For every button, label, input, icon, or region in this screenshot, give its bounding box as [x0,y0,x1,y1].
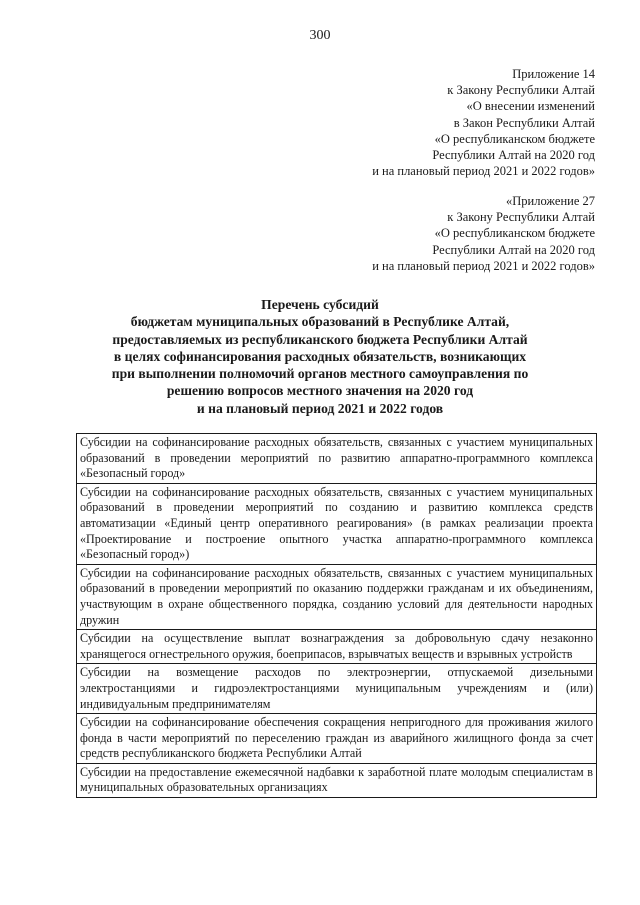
subsidy-cell: Субсидии на возмещение расходов по электроэнергии, отпускаемой дизельными электростанциями и гидроэлектростанциями муниципальным учреждениям и (или) индивидуальным предпринимателям [77,664,597,714]
document-title [60,296,580,417]
title-line: при выполнении полномочий органов местного самоуправления по [111,366,529,382]
appendix-current-line: Приложение 14 [512,67,595,81]
appendix-current-line: в Закон Республики Алтай [453,115,595,130]
appendix-original-line: к Закону Республики Алтай [447,210,595,225]
appendix-original-line: и на плановый период 2021 и 2022 годов» [372,258,595,273]
title-line: и на плановый период 2021 и 2022 годов [196,400,444,416]
subsidy-cell: Субсидии на предоставление ежемесячной надбавки к заработной плате молодым специалистам в муниципальных образовательных организациях [77,763,597,797]
appendix-current-line: к Закону Республики Алтай [447,83,595,98]
title-line: бюджетам муниципальных образований в Республике Алтай, [130,314,510,330]
appendix-original-line: «О республиканском бюджете [434,226,595,241]
page-number: 300 [309,28,331,43]
appendix-current-line: «О республиканском бюджете [434,131,595,146]
title-line: в целях софинансирования расходных обязательств, возникающих [113,348,527,364]
appendix-current-line: «О внесении изменений [466,99,595,114]
subsidy-cell: Субсидии на софинансирование расходных обязательств, связанных с участием муниципальных образований в проведении мероприятий по развитию аппаратно-программного комплекса «Безопасный город» [77,434,597,484]
appendix-original-block [372,193,595,274]
table-row [77,763,597,797]
subsidies-table [76,433,597,798]
table-row [77,483,597,564]
subsidy-cell: Субсидии на софинансирование обеспечения сокращения непригодного для проживания жилого фонда в части мероприятий по переселению граждан из аварийного жилищного фонда за счет средств республиканского бюджета Республики Алтай [77,714,597,764]
table-row [77,434,597,484]
table-row [77,564,597,629]
appendix-current-line: и на плановый период 2021 и 2022 годов» [372,164,595,179]
subsidy-cell: Субсидии на софинансирование расходных обязательств, связанных с участием муниципальных образований в проведении мероприятий по оказанию поддержки гражданам и их объединениям, участвующим в охране общественного порядка, созданию условий для деятельности народных дружин [77,564,597,629]
table-row [77,630,597,664]
table-row [77,714,597,764]
title-line: решению вопросов местного значения на 2020 год [166,383,474,399]
table-row [77,664,597,714]
title-line: Перечень субсидий [261,297,379,312]
appendix-current-block [372,66,595,179]
appendix-original-line: «Приложение 27 [506,194,595,208]
appendix-current-line: Республики Алтай на 2020 год [432,148,595,163]
appendix-original-line: Республики Алтай на 2020 год [432,242,595,257]
subsidy-cell: Субсидии на софинансирование расходных обязательств, связанных с участием муниципальных образований в проведении мероприятий по созданию и развитию комплекса средств автоматизации «Единый центр оперативного реагирования» (в рамках реализации проекта «Проектирование и построение опытного участка аппаратно-программного комплекса «Безопасный город») [77,483,597,564]
subsidy-cell: Субсидии на осуществление выплат вознаграждения за добровольную сдачу незаконно хранящегося огнестрельного оружия, боеприпасов, взрывчатых веществ и взрывных устройств [77,630,597,664]
title-line: предоставляемых из республиканского бюджета Республики Алтай [112,331,528,347]
